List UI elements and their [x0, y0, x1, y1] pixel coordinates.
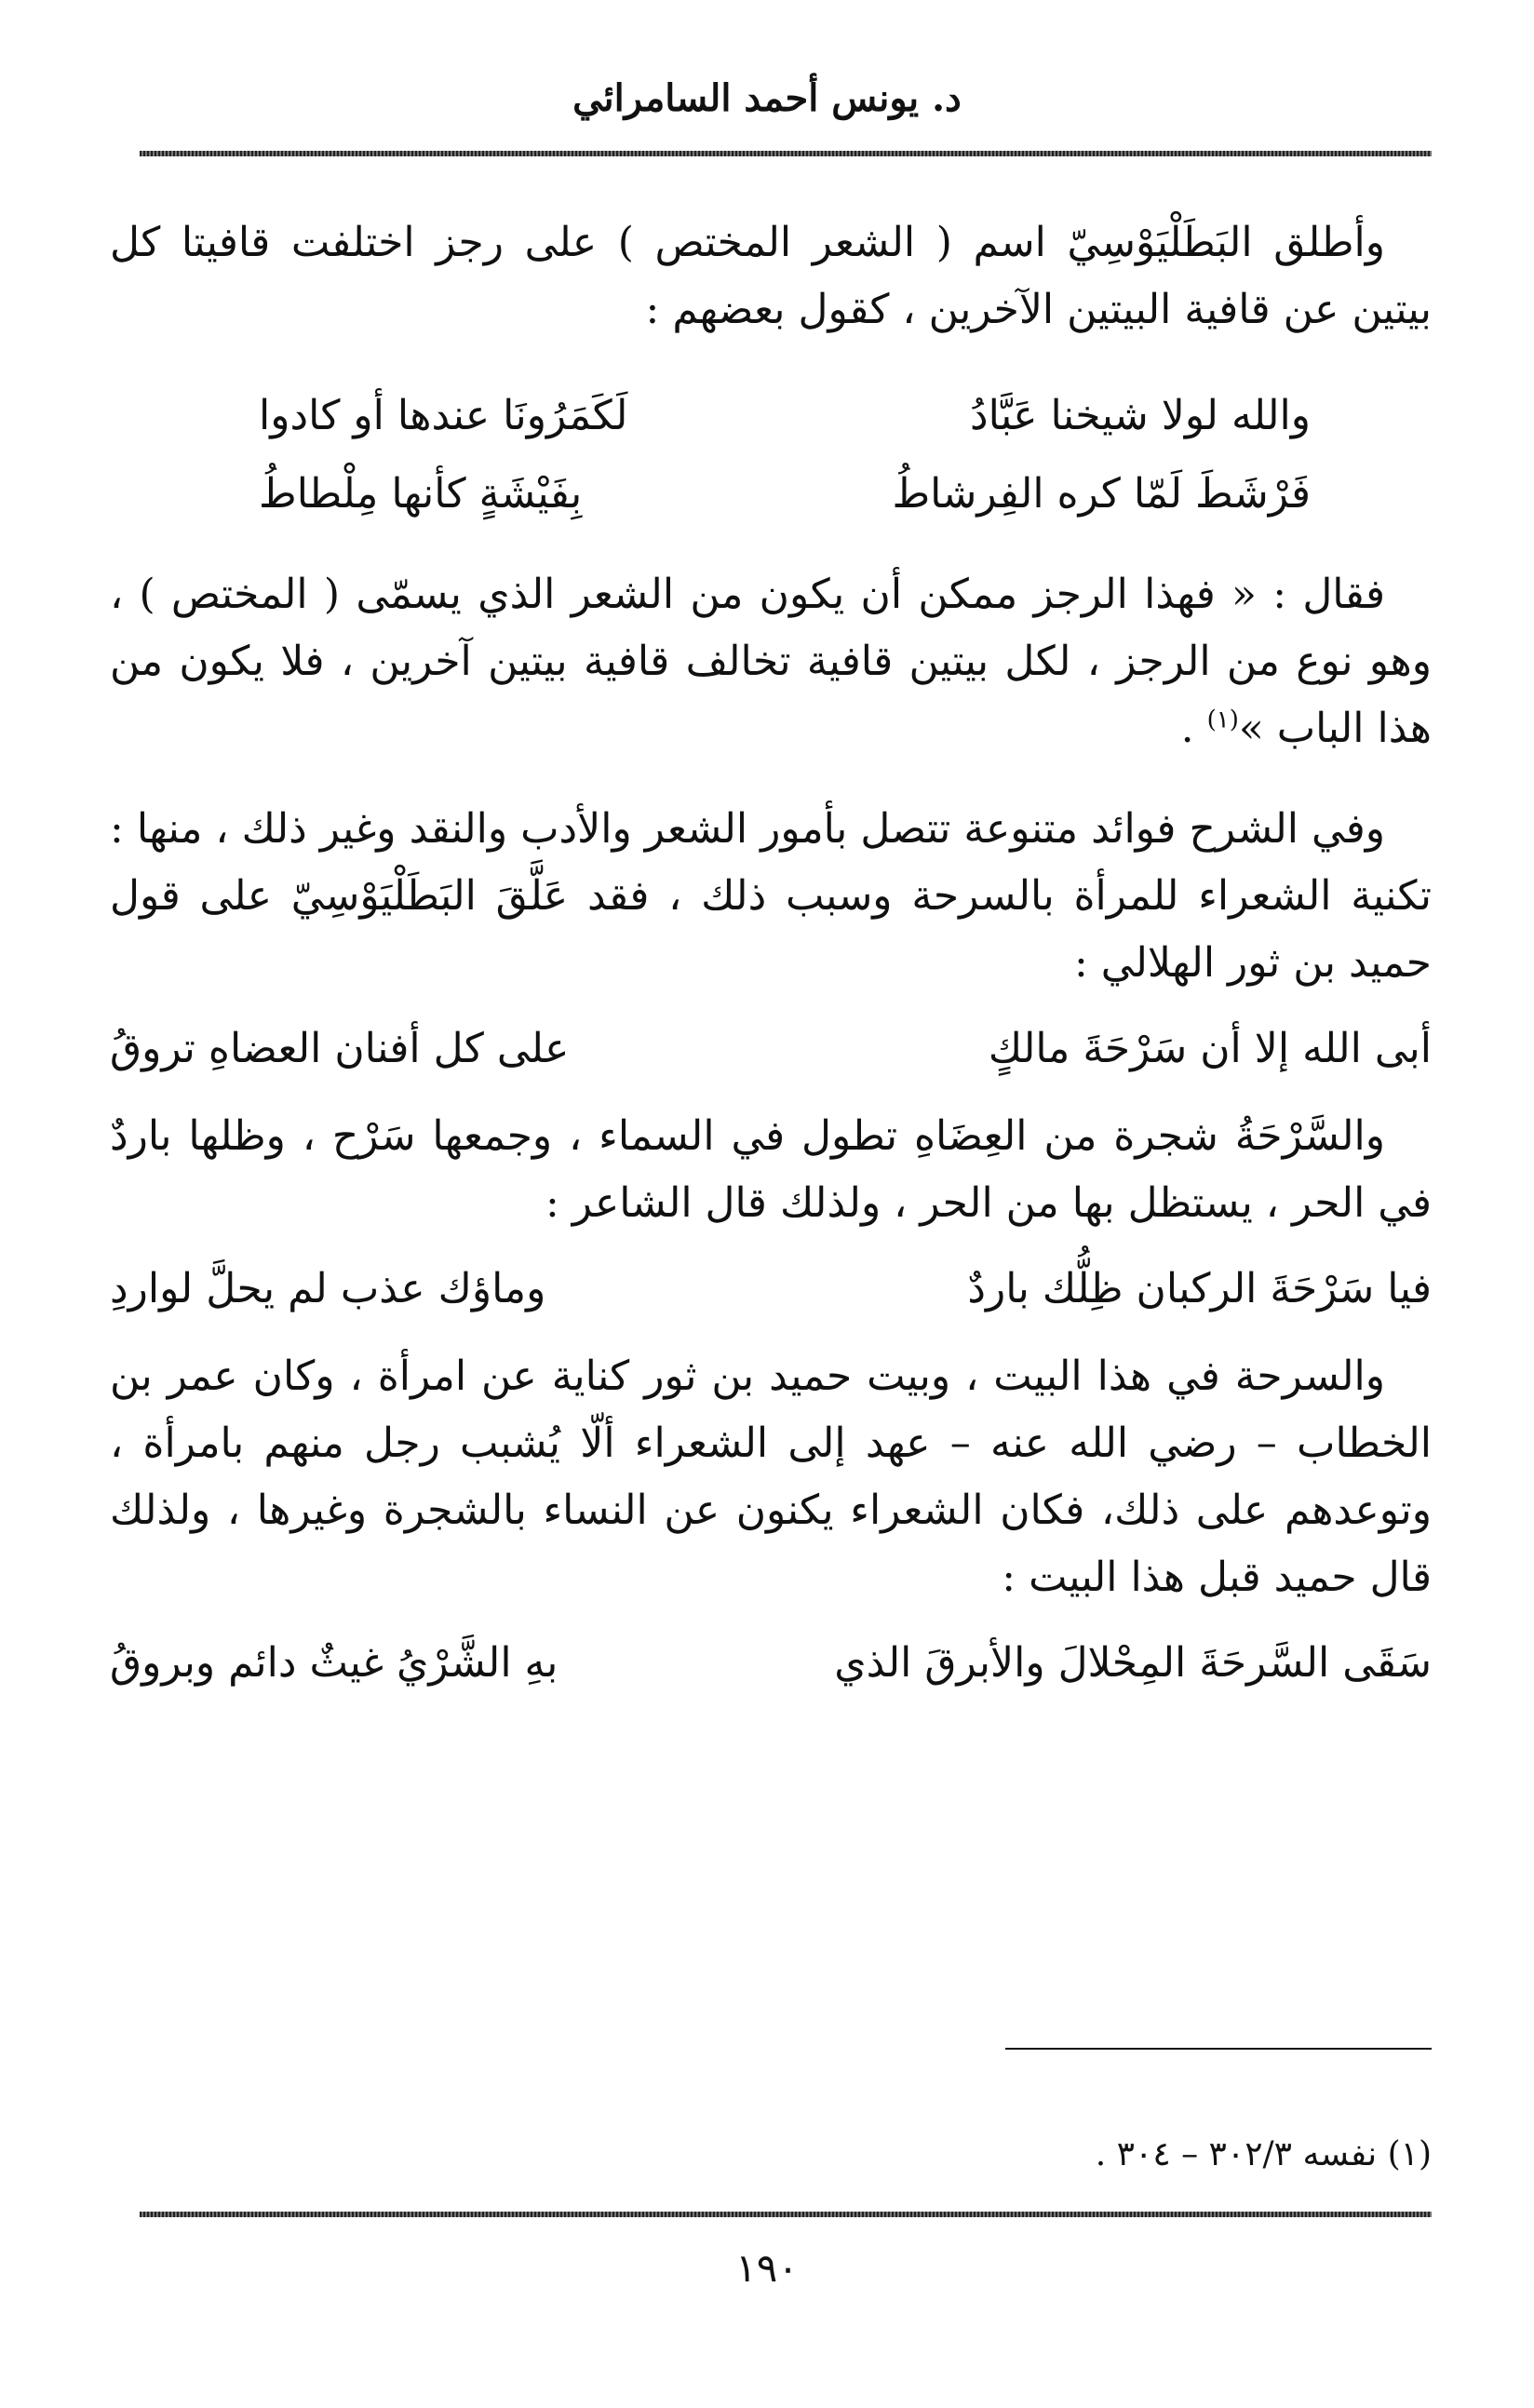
verse-second-hemistich: وماؤك عذب لم يحلَّ لواردِ: [110, 1265, 546, 1312]
verse-line: [110, 1250, 1432, 1328]
paragraph-1: وأطلق البَطَلْيَوْسِيّ اسم ( الشعر المختص ) على رجز اختلفت قافيتا كل بيتين عن قافية البيتين الآخرين ، كقول بعضهم :: [110, 219, 1432, 333]
footnote-separator: [1005, 2048, 1432, 2050]
paragraph-2-text: فقال : « فهذا الرجز ممكن أن يكون من الشعر الذي يسمّى ( المختص ) ، وهو نوع من الرجز ، لكل بيتين قافية تخالف قافية بيتين آخرين ، فلا يكون من هذا الباب »: [110, 571, 1432, 752]
paragraph-5: والسرحة في هذا البيت ، وبيت حميد بن ثور كناية عن امرأة ، وكان عمر بن الخطاب – رضي الله عنه – عهد إلى الشعراء ألّا يُشبب رجل منهم بامرأة ، وتوعدهم على ذلك، فكان الشعراء يكنون عن النساء بالشجرة وغيرها ، ولذلك قال حميد قبل هذا البيت :: [110, 1352, 1432, 1601]
verse-line: [110, 377, 1432, 455]
footnote: (١) نفسه ٣٠٢/٣ – ٣٠٤ .: [1095, 2135, 1432, 2173]
paragraph-4: والسَّرْحَةُ شجرة من العِضَاهِ تطول في السماء ، وجمعها سَرْح ، وظلها باردٌ في الحر ، يستظل بها من الحر ، ولذلك قال الشاعر :: [110, 1112, 1432, 1227]
running-header: د. يونس أحمد السامرائي: [572, 76, 962, 120]
verse-first-hemistich: أبى الله إلا أن سَرْحَةَ مالكٍ: [988, 1025, 1432, 1072]
page-number: ١٩٠: [735, 2245, 799, 2291]
verse-line: [110, 455, 1432, 533]
body-text: [110, 209, 1432, 1717]
verse-first-hemistich: سَقَى السَّرحَةَ المِحْلالَ والأبرقَ الذي: [834, 1639, 1432, 1687]
footnote-reference: (١): [1206, 706, 1239, 734]
paragraph-2-end: .: [1180, 705, 1207, 752]
verse-second-hemistich: على كل أفنان العضاهِ تروقُ: [110, 1025, 570, 1072]
verse-block-1: [110, 377, 1432, 533]
verse-second-hemistich: بهِ الشَّرْيُ غيثٌ دائم وبروقُ: [110, 1639, 558, 1687]
verse-first-hemistich: فيا سَرْحَةَ الركبان ظِلُّك باردٌ: [967, 1265, 1432, 1312]
paragraph-3: وفي الشرح فوائد متنوعة تتصل بأمور الشعر والأدب والنقد وغير ذلك ، منها : تكنية الشعراء للمرأة بالسرحة وسبب ذلك ، فقد عَلَّقَ البَطَلْيَوْسِيّ على قول حميد بن ثور الهلالي :: [110, 805, 1432, 987]
verse-second-hemistich: بِفَيْشَةٍ كأنها مِلْطاطُ: [259, 470, 583, 518]
paragraph-2: [110, 561, 1432, 762]
verse-first-hemistich: والله لولا شيخنا عَبَّادُ: [970, 392, 1311, 439]
verse-second-hemistich: لَكَمَرُونَا عندها أو كادوا: [259, 392, 628, 439]
verse-line: [110, 1624, 1432, 1702]
header-rule: [140, 151, 1432, 156]
verse-line: [110, 1010, 1432, 1088]
verse-first-hemistich: فَرْشَطَ لَمّا كره الفِرشاطُ: [892, 470, 1311, 518]
footer-rule: [140, 2212, 1432, 2217]
